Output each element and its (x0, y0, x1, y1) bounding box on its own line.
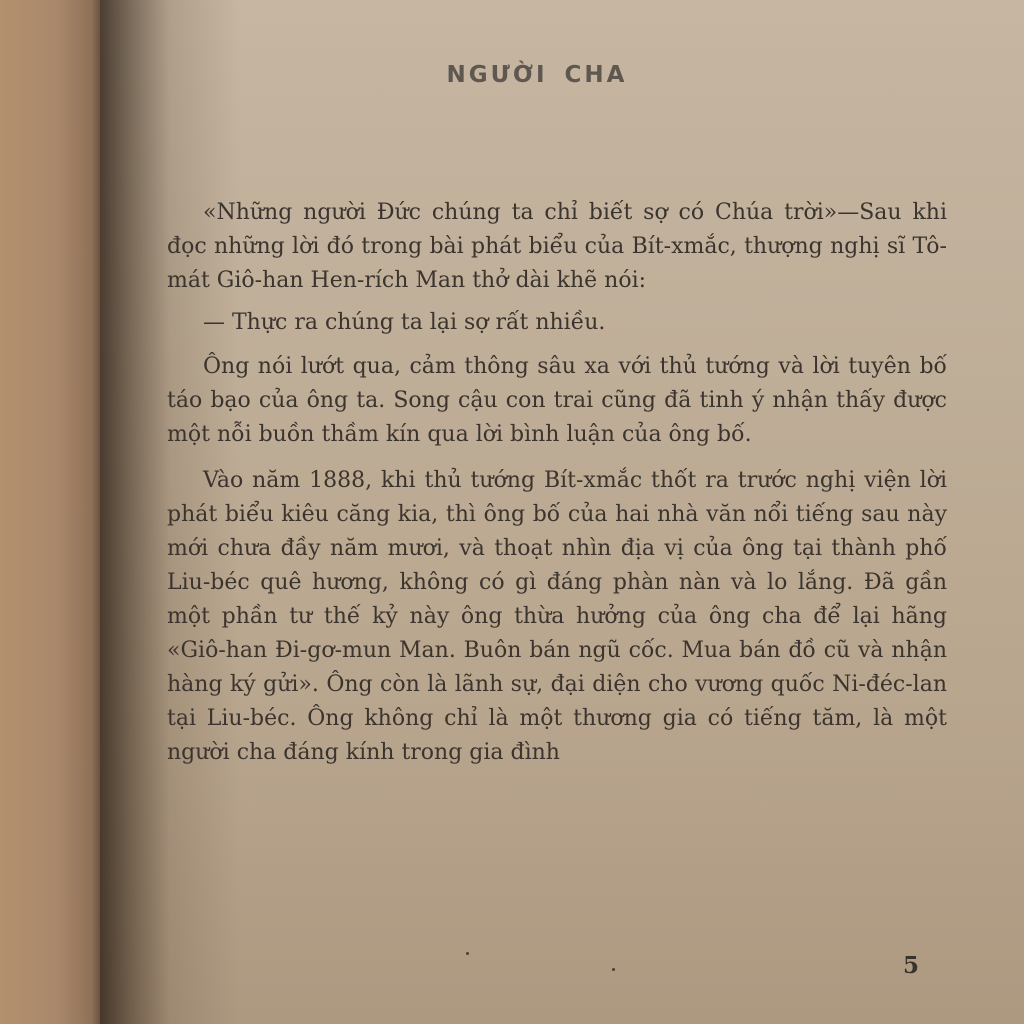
page-number: 5 (903, 952, 920, 979)
page-content (167, 0, 947, 1024)
book-page (100, 0, 1024, 1024)
paragraph: «Những người Đức chúng ta chỉ biết sợ có Chúa trời»—Sau khi đọc những lời đó trong bài phát biểu của Bít-xmắc, thượng nghị sĩ Tô-mát Giô-han Hen-rích Man thở dài khẽ nói: (167, 200, 947, 293)
ink-speck (612, 968, 615, 971)
body-text (167, 196, 947, 770)
paragraph: Vào năm 1888, khi thủ tướng Bít-xmắc thốt ra trước nghị viện lời phát biểu kiêu căng kia, thì ông bố của hai nhà văn nổi tiếng sau này mới chưa đầy năm mươi, và thoạt nhìn địa vị của ông tại thành phố Liu-béc quê hương, không có gì đáng phàn nàn và lo lắng. Đã gần một phần tư thế kỷ này ông thừa hưởng của ông cha để lại hãng «Giô-han Đi-gơ-mun Man. Buôn bán ngũ cốc. Mua bán đồ cũ và nhận hàng ký gửi». Ông còn là lãnh sự, đại diện cho vương quốc Ni-đéc-lan tại Liu-béc. Ông không chỉ là một thương gia có tiếng tăm, là một người cha đáng kính trong gia đình (167, 468, 947, 765)
chapter-title: NGƯỜI CHA (446, 62, 628, 88)
paragraph: — Thực ra chúng ta lại sợ rất nhiều. (203, 310, 606, 335)
ink-speck (466, 952, 469, 955)
paragraph: Ông nói lướt qua, cảm thông sâu xa với thủ tướng và lời tuyên bố táo bạo của ông ta. Song cậu con trai cũng đã tinh ý nhận thấy được một nỗi buồn thầm kín qua lời bình luận của ông bố. (167, 354, 947, 447)
facing-page-edge (0, 0, 104, 1024)
